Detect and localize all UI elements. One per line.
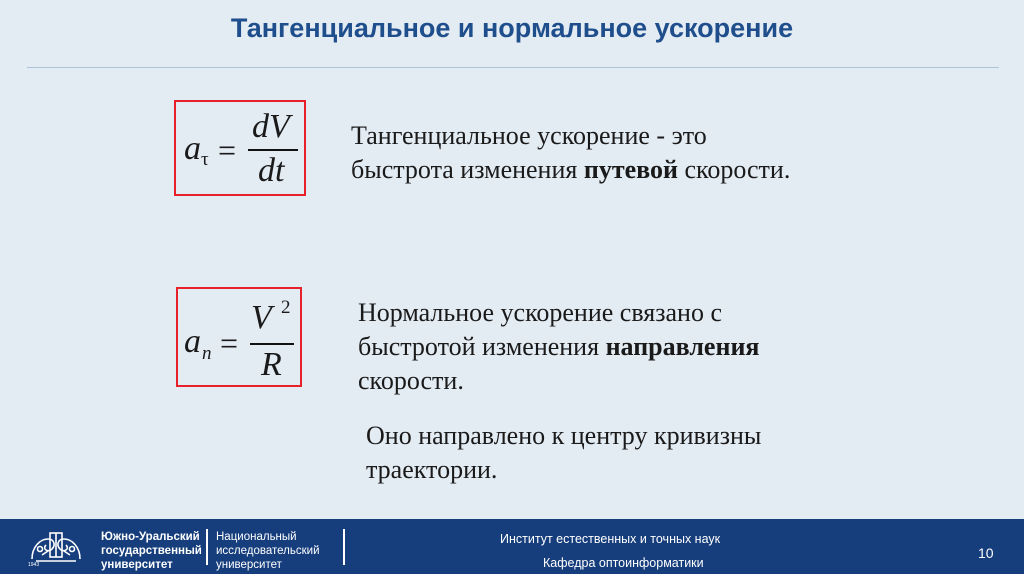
text2-emphasis: направления xyxy=(605,332,760,361)
formula2-numerator: V xyxy=(251,299,272,336)
formula1-numerator: dV xyxy=(252,108,290,145)
slide-title: Тангенциальное и нормальное ускорение xyxy=(230,13,794,43)
formula2-lhs: a xyxy=(184,323,201,360)
text2-line1: Нормальное ускорение связано с xyxy=(358,298,722,327)
formula2-equals: = xyxy=(220,325,239,361)
normal-description xyxy=(358,296,760,398)
text2-line2: быстротой изменения направления xyxy=(358,332,760,361)
text3-line1: Оно направлено к центру кривизны xyxy=(366,421,762,450)
tangential-formula-box xyxy=(174,100,306,196)
university-status: Национальный исследовательский университет xyxy=(216,531,320,571)
svg-text:1943: 1943 xyxy=(28,562,40,567)
footer-divider xyxy=(206,529,208,565)
title-divider xyxy=(27,67,999,68)
text1-emphasis: путевой xyxy=(583,155,678,184)
formula1-lhs: a xyxy=(184,130,201,167)
formula2-denominator: R xyxy=(261,346,282,383)
formula1-denominator: dt xyxy=(258,152,285,189)
page-number: 10 xyxy=(978,545,994,561)
formula1-subscript: τ xyxy=(201,149,209,170)
text1-line1: Тангенциальное ускорение - это xyxy=(351,121,707,150)
text3-line2: траектории. xyxy=(366,455,498,484)
formula2-fraction-bar xyxy=(250,343,294,345)
university-logo-icon xyxy=(26,529,86,567)
footer-bar xyxy=(0,519,1024,574)
department-name: Кафедра оптоинформатики xyxy=(543,556,704,570)
text1-line2: быстрота изменения путевой скорости. xyxy=(351,155,791,184)
formula1-fraction-bar xyxy=(248,149,298,151)
text2-line3: скорости. xyxy=(358,366,464,395)
formula2-subscript: n xyxy=(202,343,212,364)
institute-name: Институт естественных и точных наук xyxy=(500,532,721,546)
formula1-equals: = xyxy=(218,132,237,168)
university-name: Южно-Уральский государственный университет xyxy=(101,531,202,571)
footer-divider xyxy=(343,529,345,565)
direction-note xyxy=(366,419,761,487)
normal-formula-box xyxy=(176,287,302,387)
tangential-description xyxy=(351,119,790,187)
formula2-exponent: 2 xyxy=(281,297,291,318)
